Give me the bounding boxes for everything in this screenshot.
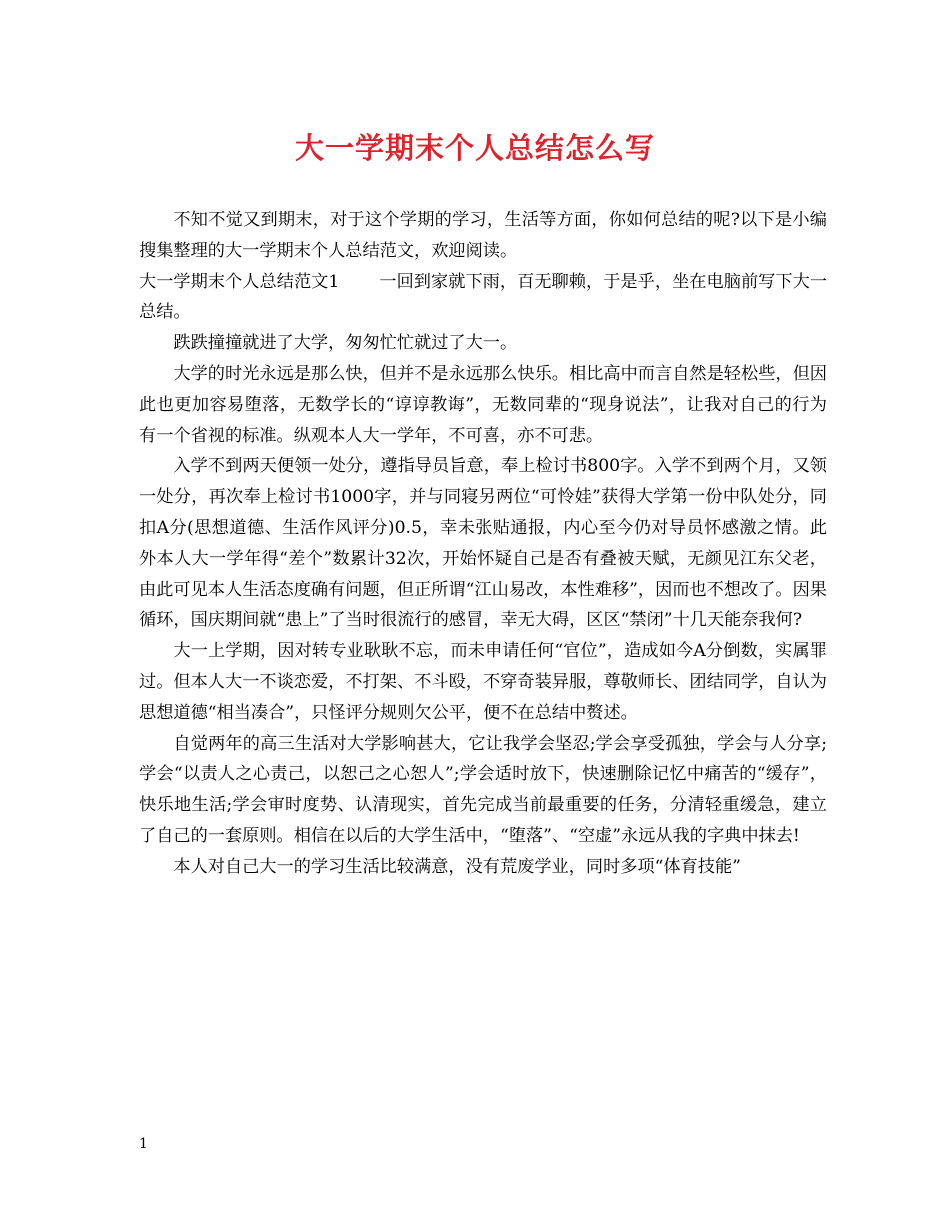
- sample-opening: 一回到家就下雨，百无聊赖，于是乎，坐在电脑前写下大一总结。: [139, 271, 828, 323]
- document-body: [139, 205, 827, 883]
- sample-heading: 大一学期末个人总结范文1: [139, 271, 340, 292]
- paragraph-sample-heading: [139, 267, 827, 329]
- page-number: 1: [139, 1136, 148, 1152]
- paragraph-7: 自觉两年的高三生活对大学影响甚大，它让我学会坚忍;学会享受孤独，学会与人分享;学会“以责人之心责己，以恕己之心恕人”;学会适时放下，快速删除记忆中痛苦的“缓存”，快乐地生活;学会审时度势、认清现实，首先完成当前最重要的任务，分清轻重缓急，建立了自己的一套原则。相信在以后的大学生活中，“堕落”、“空虚”永远从我的字典中抹去!: [139, 733, 827, 846]
- paragraph-intro: 不知不觉又到期末，对于这个学期的学习，生活等方面，你如何总结的呢?以下是小编搜集整理的大一学期末个人总结范文，欢迎阅读。: [139, 210, 827, 261]
- document-title: 大一学期末个人总结怎么写: [294, 131, 655, 165]
- paragraph-6: 大一上学期，因对转专业耿耿不忘，而未申请任何“官位”，造成如今A分倒数，实属罪过。但本人大一不谈恋爱，不打架、不斗殴，不穿奇装异服，尊敬师长、团结同学，自认为思想道德“相当凑合”，只怪评分规则欠公平，便不在总结中赘述。: [139, 641, 827, 723]
- paragraph-3: 跌跌撞撞就进了大学，匆匆忙忙就过了大一。: [173, 333, 518, 354]
- paragraph-8: 本人对自己大一的学习生活比较满意，没有荒废学业，同时多项“体育技能”: [173, 856, 741, 877]
- paragraph-4: 大学的时光永远是那么快，但并不是永远那么快乐。相比高中而言自然是轻松些，但因此也更加容易堕落，无数学长的“谆谆教诲”，无数同辈的“现身说法”，让我对自己的行为有一个省视的标准。纵观本人大一学年，不可喜，亦不可悲。: [139, 363, 827, 446]
- paragraph-5: 入学不到两天便领一处分，遵指导员旨意，奉上检讨书800字。入学不到两个月，又领一处分，再次奉上检讨书1000字，并与同寝另两位“可怜娃”获得大学第一份中队处分，同扣A分(思想道德、生活作风评分)0.5，幸未张贴通报，内心至今仍对导员怀感激之情。此外本人大一学年得“差个”数累计32次，开始怀疑自己是否有叠被天赋，无颜见江东父老，由此可见本人生活态度确有问题，但正所谓“江山易改，本性难移”，因而也不想改了。因果循环，国庆期间就“患上”了当时很流行的感冒，幸无大碍，区区“禁闭”十几天能奈我何?: [139, 456, 827, 631]
